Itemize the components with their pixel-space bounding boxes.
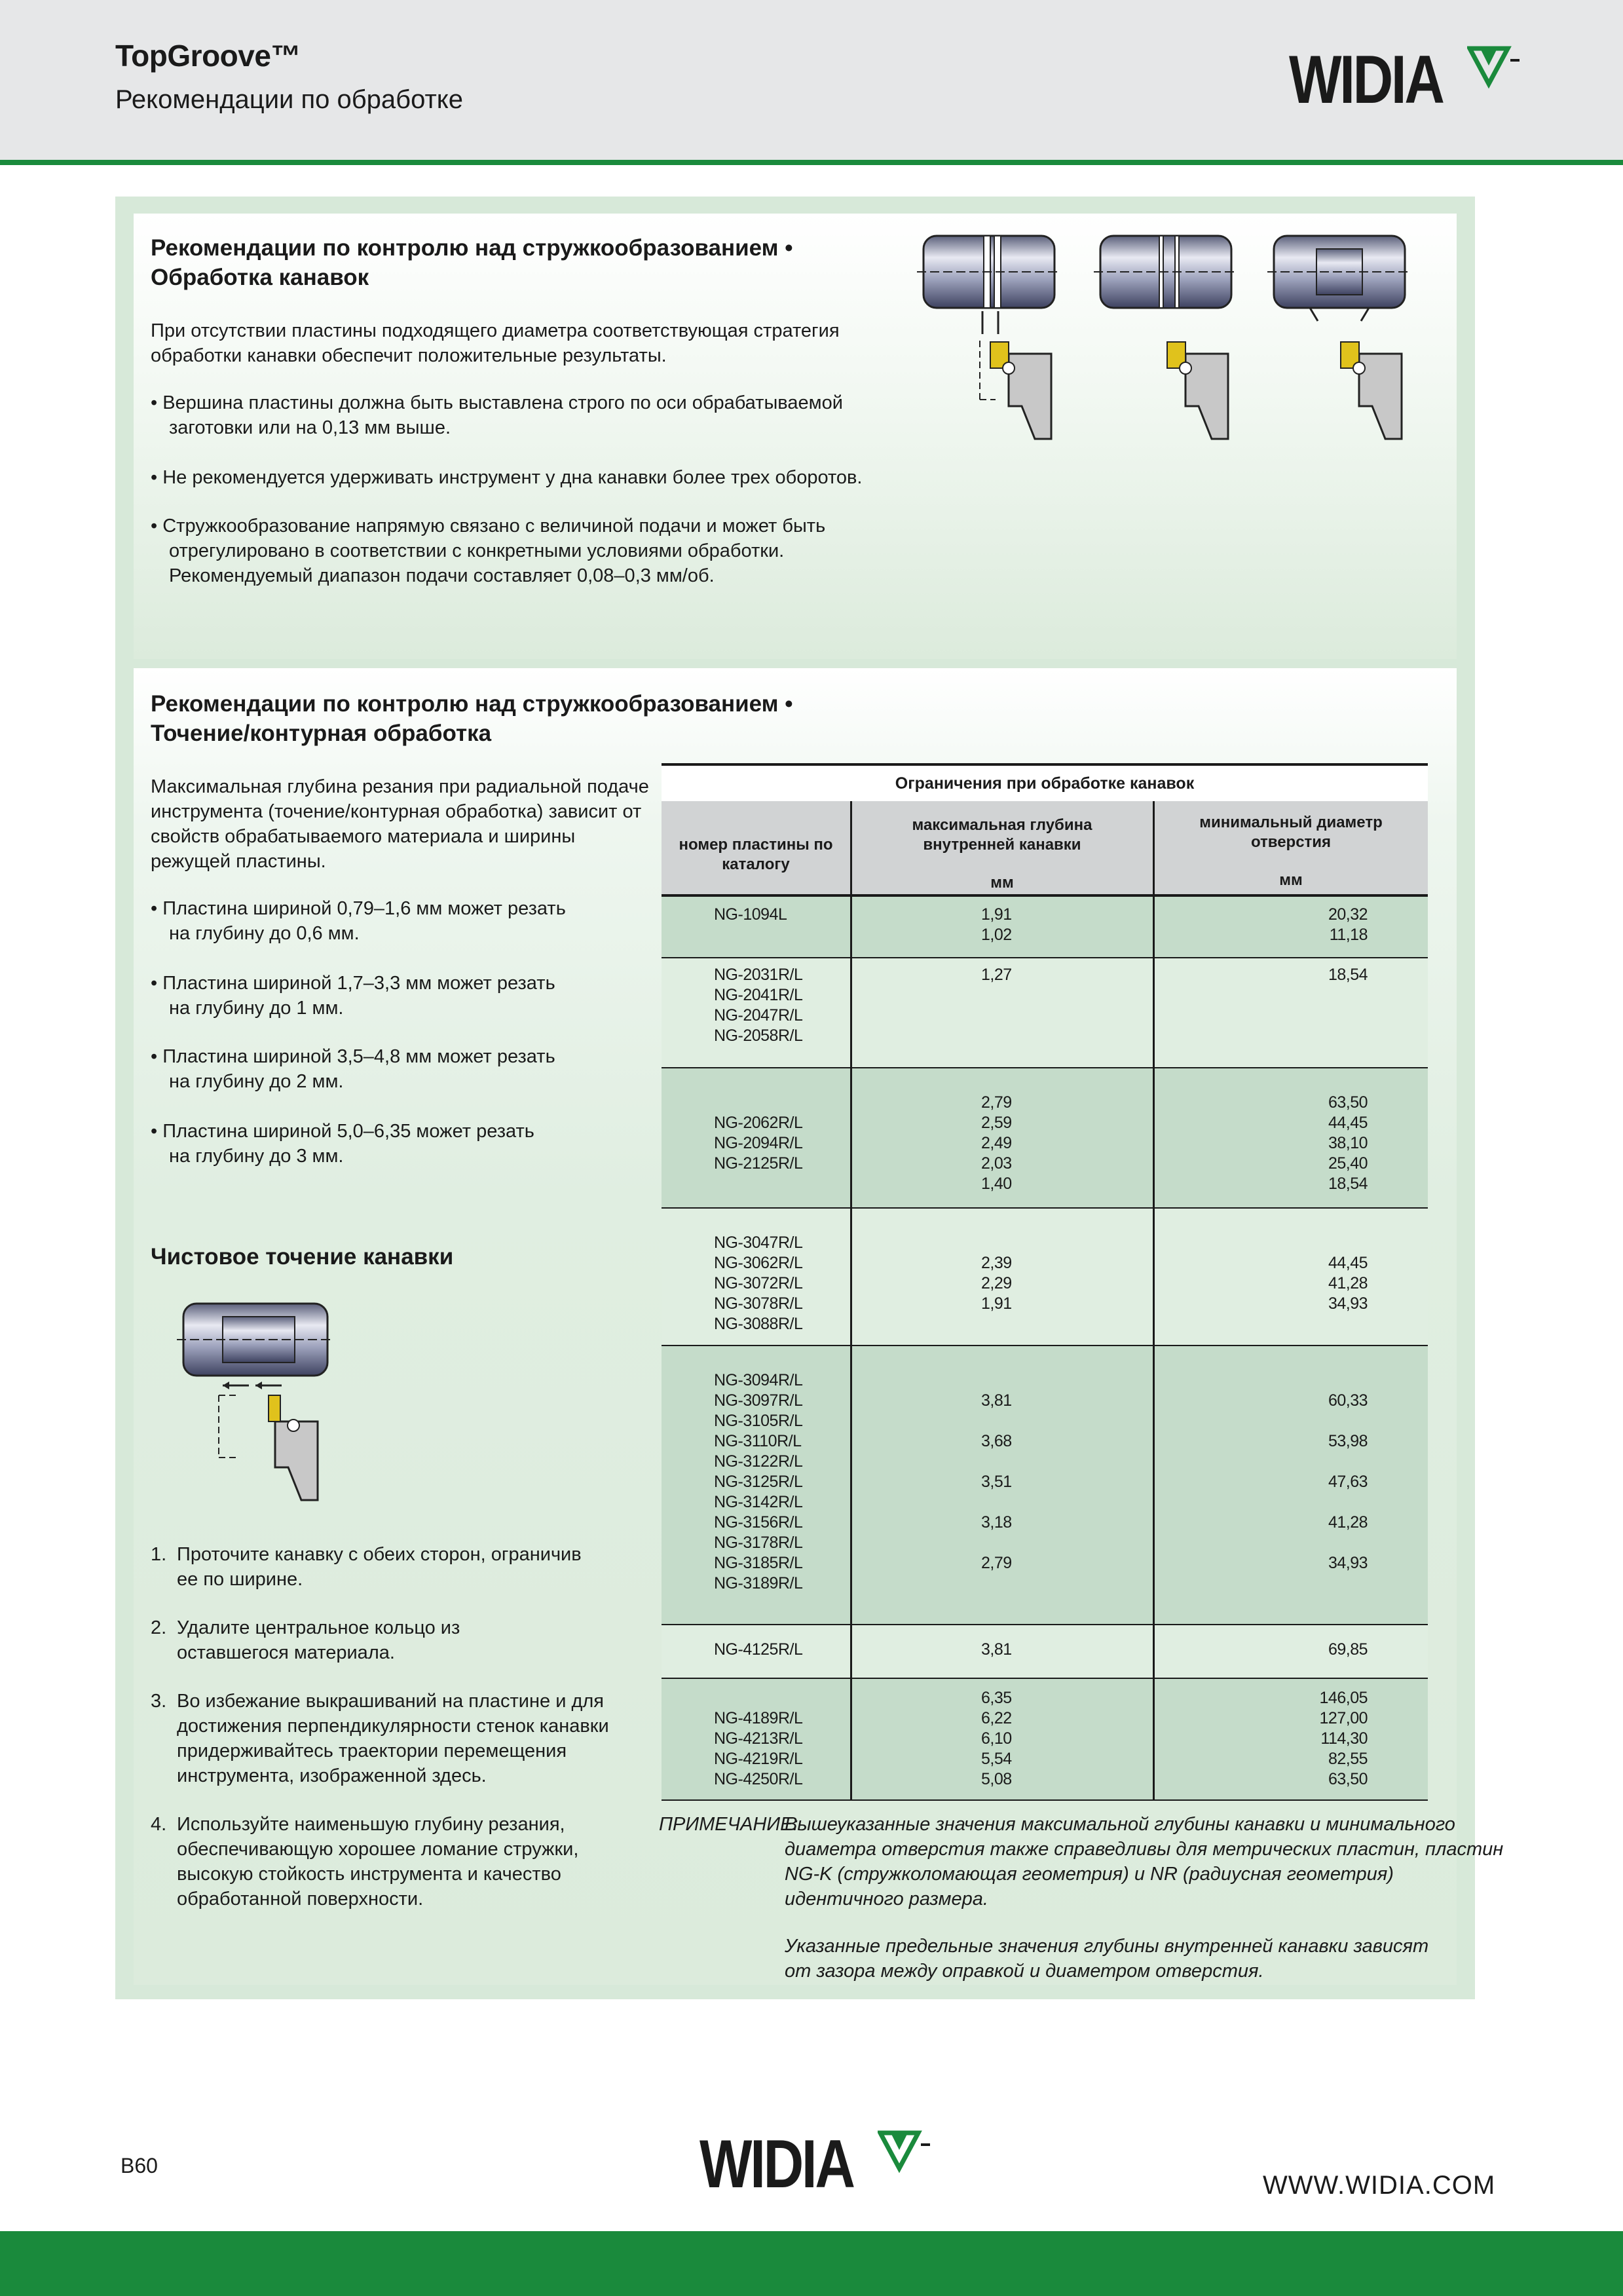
step-number: 1. xyxy=(151,1544,167,1565)
depth-cell: 2,39 2,29 1,91 xyxy=(981,1254,1012,1313)
table-row xyxy=(662,1625,1428,1679)
header-subtitle: Рекомендации по обработке xyxy=(115,85,463,114)
step-text: Удалите центральное кольцо из оставшегося материала. xyxy=(177,1617,460,1663)
page-number: B60 xyxy=(121,2154,158,2177)
step-item xyxy=(151,1615,622,1668)
step-text: Во избежание выкрашиваний на пластине и для достижения перпендикулярности стенок канавки придерживайтесь траектории перемещения инструмента, изображенной здесь. xyxy=(177,1691,609,1786)
widia-triangle-icon xyxy=(878,2130,937,2176)
depth-cell: 6,35 6,22 6,10 5,54 5,08 xyxy=(981,1689,1012,1788)
logo-wordmark: WIDIA xyxy=(700,2126,853,2202)
step-number: 4. xyxy=(151,1814,167,1835)
diameter-cell: 63,50 44,45 38,10 25,40 18,54 xyxy=(1328,1093,1368,1193)
widia-logo xyxy=(1289,42,1526,118)
section2-title-line1: Рекомендации по контролю над стружкообразованием • xyxy=(151,691,793,717)
depth-cell: 3,81 3,68 3,51 3,18 2,79 xyxy=(981,1391,1012,1572)
table-row xyxy=(662,958,1428,1068)
section2-intro: Максимальная глубина резания при радиальной подаче инструмента (точение/контурная обработка) зависит от свойств обрабатываемого материала и ширины режущей пластины. xyxy=(151,776,649,872)
product-brand: TopGroove™ xyxy=(115,39,301,73)
section2-bullet: • Пластина шириной 3,5–4,8 мм может резать на глубину до 2 мм. xyxy=(151,1044,555,1094)
grooving-figure-3 xyxy=(1267,236,1411,439)
grooving-figure-2 xyxy=(1094,236,1238,439)
section1-bullet: • Стружкообразование напрямую связано с величиной подачи и может быть отрегулировано в соответствии с конкретными условиями обработки. Рекомендуемый диапазон подачи составляет 0,08–0,3 мм/об. xyxy=(151,514,825,588)
depth-cell: 2,79 2,59 2,49 2,03 1,40 xyxy=(981,1093,1012,1193)
section1-title xyxy=(151,233,793,292)
depth-cell: 1,27 xyxy=(981,966,1012,984)
table-row xyxy=(662,1679,1428,1801)
step-number: 2. xyxy=(151,1617,167,1638)
step-text: Проточите канавку с обеих сторон, ограничив ее по ширине. xyxy=(177,1544,582,1590)
section2-title-line2: Точение/контурная обработка xyxy=(151,721,492,746)
header-min-diameter: минимальный диаметр отверстия xyxy=(1199,814,1383,851)
step-number: 3. xyxy=(151,1691,167,1712)
table-column-divider xyxy=(1153,801,1155,1801)
note-text: Вышеуказанные значения максимальной глубины канавки и минимального диаметра отверстия также справедливы для метрических пластин, пластин NG-K (стружколомающая геометрия) и NR (радиусная геометрия) идентичного размера. xyxy=(785,1814,1504,1910)
step-text: Используйте наименьшую глубину резания, обеспечивающую хорошее ломание стружки, высокую стойкость инструмента и качество обработанной поверхности. xyxy=(177,1814,579,1910)
table-row xyxy=(662,897,1428,958)
table-row xyxy=(662,1209,1428,1346)
diameter-cell: 146,05 127,00 114,30 82,55 63,50 xyxy=(1319,1689,1368,1788)
logo-wordmark: WIDIA xyxy=(1289,42,1443,118)
section1-title-line2: Обработка канавок xyxy=(151,265,369,290)
table-header xyxy=(662,801,1428,897)
section2-bullet: • Пластина шириной 5,0–6,35 может резать на глубину до 3 мм. xyxy=(151,1119,534,1169)
header-catalog: номер пластины по каталогу xyxy=(679,836,833,873)
header-max-depth: максимальная глубина внутренней канавки xyxy=(912,816,1092,854)
grooving-illustrations xyxy=(917,229,1428,445)
step-item xyxy=(151,1812,622,1917)
note-label: ПРИМЕЧАНИЕ: xyxy=(659,1814,798,1835)
diameter-cell: 60,33 53,98 47,63 41,28 34,93 xyxy=(1328,1391,1368,1572)
section3-title: Чистовое точение канавки xyxy=(151,1244,454,1270)
table-row xyxy=(662,1346,1428,1625)
diameter-cell: 69,85 xyxy=(1328,1640,1368,1659)
section1-bullet: • Не рекомендуется удерживать инструмент у дна канавки более трех оборотов. xyxy=(151,465,863,490)
diameter-cell: 20,32 11,18 xyxy=(1328,905,1368,944)
widia-triangle-icon xyxy=(1467,46,1526,92)
footer-bar xyxy=(0,2231,1623,2296)
website-link[interactable]: WWW.WIDIA.COM xyxy=(1263,2171,1496,2200)
header-unit-depth: мм xyxy=(990,874,1014,892)
catalog-cell: NG-4125R/L xyxy=(714,1640,803,1659)
header-unit-diameter: мм xyxy=(1279,871,1303,889)
section2-title xyxy=(151,689,793,748)
section1-title-line1: Рекомендации по контролю над стружкообразованием • xyxy=(151,235,793,261)
grooving-figure-1 xyxy=(917,236,1061,439)
section1-intro-line2: обработки канавки обеспечит положительные результаты. xyxy=(151,345,667,366)
page-header xyxy=(0,0,1623,165)
catalog-cell: NG-2031R/L NG-2041R/L NG-2047R/L NG-2058R/L xyxy=(714,966,803,1045)
section2-bullet: • Пластина шириной 0,79–1,6 мм может резать на глубину до 0,6 мм. xyxy=(151,896,566,946)
footer-logo xyxy=(700,2126,937,2202)
catalog-cell: NG-4189R/L NG-4213R/L NG-4219R/L NG-4250R/L xyxy=(714,1709,803,1788)
section1-bullet: • Вершина пластины должна быть выставлена строго по оси обрабатываемой заготовки или на 0,13 мм выше. xyxy=(151,390,843,440)
catalog-cell: NG-1094L xyxy=(714,905,787,924)
diameter-cell: 18,54 xyxy=(1328,966,1368,984)
depth-cell: 3,81 xyxy=(981,1640,1012,1659)
note-text-2: Указанные предельные значения глубины внутренней канавки зависят от зазора между оправкой и диаметром отверстия. xyxy=(785,1936,1429,1982)
table-row xyxy=(662,1068,1428,1209)
catalog-cell: NG-3094R/L NG-3097R/L NG-3105R/L NG-3110R/L NG-3122R/L NG-3125R/L NG-3142R/L NG-3156R/L NG-3178R/L NG-3185R/L NG-3189R/L xyxy=(714,1371,803,1592)
section1-intro-line1: При отсутствии пластины подходящего диаметра соответствующая стратегия xyxy=(151,320,840,341)
step-item xyxy=(151,1542,622,1594)
depth-cell: 1,91 1,02 xyxy=(981,905,1012,944)
catalog-cell: NG-3047R/L NG-3062R/L NG-3072R/L NG-3078R/L NG-3088R/L xyxy=(714,1233,803,1333)
diameter-cell: 44,45 41,28 34,93 xyxy=(1328,1254,1368,1313)
finishing-illustration xyxy=(177,1297,341,1507)
table-column-divider xyxy=(850,801,852,1801)
table-caption: Ограничения при обработке канавок xyxy=(662,763,1428,803)
step-item xyxy=(151,1689,622,1794)
section1-intro xyxy=(151,318,840,368)
catalog-cell: NG-2062R/L NG-2094R/L NG-2125R/L xyxy=(714,1114,803,1173)
section2-bullet: • Пластина шириной 1,7–3,3 мм может резать на глубину до 1 мм. xyxy=(151,971,555,1021)
